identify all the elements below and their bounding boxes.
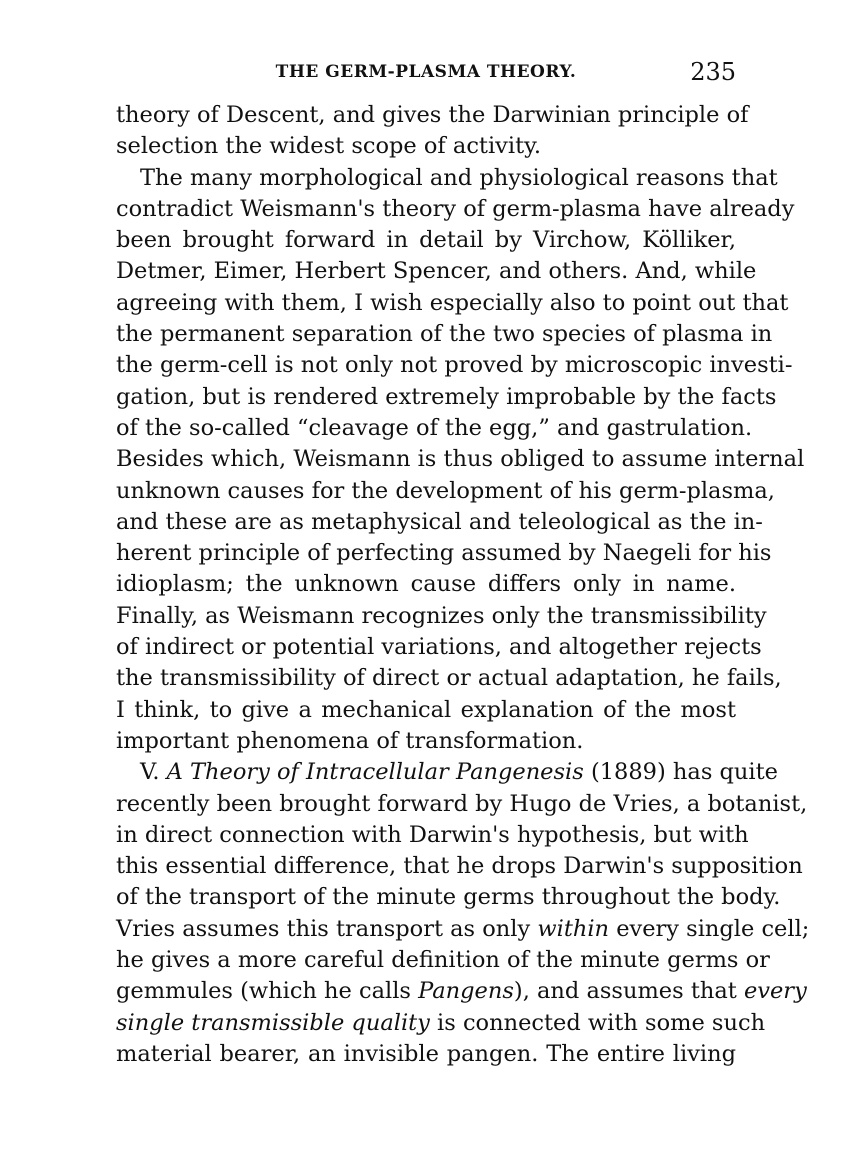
text-segment: the transmissibility of direct or actual adaptation, he fails, xyxy=(116,665,782,692)
text-line xyxy=(116,444,805,475)
text-segment: of the so-called “cleavage of the egg,” and gastrulation. xyxy=(116,414,753,441)
text-line xyxy=(116,820,749,851)
italic-text: A Theory of Intracellular Pangenesis xyxy=(166,759,584,786)
text-segment: contradict Weismann's theory of germ-plasma have already xyxy=(116,195,795,222)
text-line xyxy=(116,100,749,131)
text-segment: I think, to give a mechanical explanation of the most xyxy=(116,696,736,723)
text-segment: V. xyxy=(140,759,167,786)
text-segment: Detmer, Eimer, Herbert Spencer, and others. And, while xyxy=(116,258,757,285)
text-line xyxy=(116,789,808,820)
text-segment: ), and assumes that xyxy=(513,978,744,1005)
text-segment: the permanent separation of the two species of plasma in xyxy=(116,321,773,348)
text-line xyxy=(116,914,810,945)
text-line xyxy=(116,288,789,319)
running-head xyxy=(116,58,736,88)
text-line xyxy=(116,1008,766,1039)
text-segment: gation, but is rendered extremely improbable by the facts xyxy=(116,383,777,410)
text-segment: Besides which, Weismann is thus obliged to assume internal xyxy=(116,446,805,473)
book-page xyxy=(116,58,810,1070)
text-segment: idioplasm; the unknown cause differs only in name. xyxy=(116,571,736,598)
text-segment: he gives a more careful definition of the minute germs or xyxy=(116,947,770,974)
text-line xyxy=(116,194,795,225)
text-line xyxy=(116,350,793,381)
text-segment: the germ-cell is not only not proved by microscopic investi- xyxy=(116,352,793,379)
italic-text: every xyxy=(743,978,807,1005)
text-line xyxy=(116,851,803,882)
text-line xyxy=(116,695,736,726)
text-segment: unknown causes for the development of his germ-plasma, xyxy=(116,477,775,504)
text-segment: The many morphological and physiological reasons that xyxy=(140,164,778,191)
text-segment: Vries assumes this transport as only xyxy=(116,915,538,942)
italic-text: single transmissible quality xyxy=(116,1009,430,1036)
text-line xyxy=(116,757,778,788)
text-segment: of indirect or potential variations, and altogether rejects xyxy=(116,634,762,661)
text-line xyxy=(116,256,757,287)
text-line xyxy=(116,131,736,162)
text-segment: in direct connection with Darwin's hypothesis, but with xyxy=(116,821,749,848)
text-segment: of the transport of the minute germs throughout the body. xyxy=(116,884,781,911)
text-segment: theory of Descent, and gives the Darwinian principle of xyxy=(116,102,749,128)
text-segment: every single cell; xyxy=(609,915,810,942)
text-segment: Finally, as Weismann recognizes only the transmissibility xyxy=(116,602,767,629)
text-line xyxy=(116,976,807,1007)
text-line xyxy=(116,726,736,757)
text-segment: important phenomena of transformation. xyxy=(116,727,584,754)
text-line xyxy=(116,163,778,194)
text-line xyxy=(116,507,763,538)
text-segment: material bearer, an invisible pangen. The entire living xyxy=(116,1040,736,1067)
text-segment: selection the widest scope of activity. xyxy=(116,133,541,160)
text-line xyxy=(116,538,772,569)
text-line xyxy=(116,225,736,256)
text-segment: is connected with some such xyxy=(429,1009,766,1036)
text-segment: agreeing with them, I wish especially also to point out that xyxy=(116,289,789,316)
text-segment: gemmules (which he calls xyxy=(116,978,419,1005)
body-text xyxy=(116,100,810,1070)
text-line xyxy=(116,632,762,663)
text-line xyxy=(116,382,777,413)
text-line xyxy=(116,413,753,444)
running-title: THE GERM-PLASMA THEORY. xyxy=(275,62,577,82)
text-line xyxy=(116,319,773,350)
text-segment: herent principle of perfecting assumed by Naegeli for his xyxy=(116,540,772,567)
text-segment: recently been brought forward by Hugo de Vries, a botanist, xyxy=(116,790,808,817)
text-line xyxy=(116,663,782,694)
page-number: 235 xyxy=(690,58,736,86)
text-segment: and these are as metaphysical and teleological as the in- xyxy=(116,508,763,535)
text-segment: been brought forward in detail by Virchow, Kölliker, xyxy=(116,227,736,254)
italic-text: within xyxy=(537,915,610,942)
text-line xyxy=(116,1039,736,1070)
text-line xyxy=(116,601,767,632)
text-line xyxy=(116,945,770,976)
text-line xyxy=(116,882,781,913)
text-segment: this essential difference, that he drops Darwin's supposition xyxy=(116,853,803,880)
text-line xyxy=(116,476,775,507)
text-line xyxy=(116,569,736,600)
italic-text: Pangens xyxy=(418,978,514,1005)
text-segment: (1889) has quite xyxy=(583,759,778,786)
